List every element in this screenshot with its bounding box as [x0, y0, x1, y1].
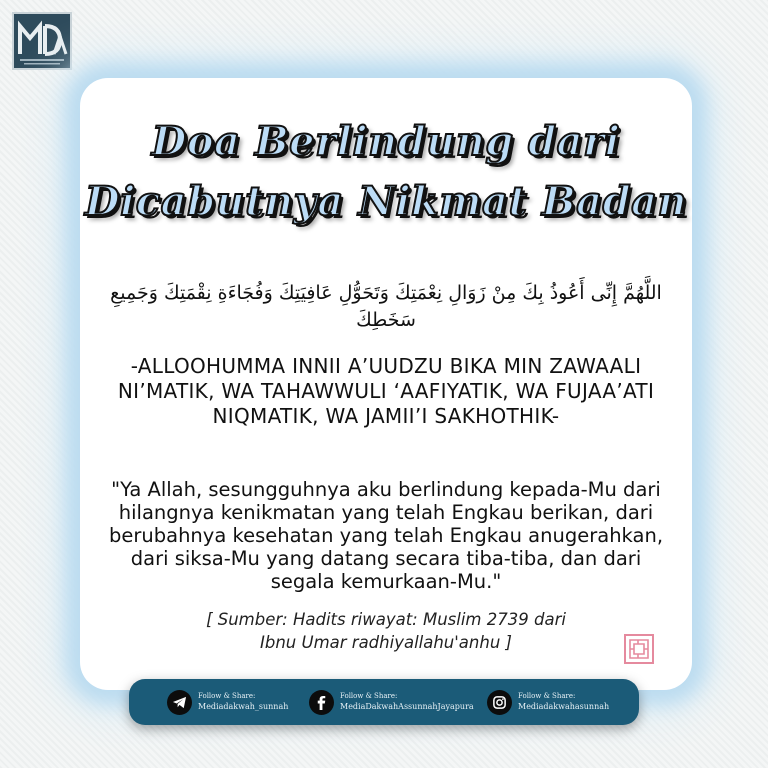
brand-logo: [12, 12, 72, 70]
content-card: [80, 78, 692, 690]
translation-text: "Ya Allah, sesungguhnya aku berlindung kepada-Mu dari hilangnya kenikmatan yang telah Engkau berikan, dari berubahnya kesehatan yang telah Engkau anugerahkan, dari siksa-Mu yang datang secara tiba-tiba, dan dari segala kemurkaan-Mu.": [108, 478, 664, 593]
follow-label: Follow & Share:: [518, 692, 576, 700]
social-item-facebook[interactable]: [309, 686, 474, 718]
follow-label: Follow & Share:: [340, 692, 398, 700]
source-line-2: Ibnu Umar radhiyallahu'anhu ]: [260, 633, 512, 652]
transliteration-text: -ALLOOHUMMA INNII A’UUDZU BIKA MIN ZAWAALI NI’MATIK, WA TAHAWWULI ‘AAFIYATIK, WA FUJAA’ATI NIQMATIK, WA JAMII’I SAKHOTHIK-: [117, 354, 655, 428]
arabic-prayer-text: اللَّهُمَّ إِنِّى أَعُوذُ بِكَ مِنْ زَوَالِ نِعْمَتِكَ وَتَحَوُّلِ عَافِيَتِكَ وَفُجَاءَةِ نِقْمَتِكَ وَجَمِيعِ سَخَطِكَ: [110, 282, 662, 331]
source-line-1: [ Sumber: Hadits riwayat: Muslim 2739 dari: [206, 610, 566, 629]
source-citation: [110, 608, 662, 654]
social-footer-bar: [129, 679, 639, 725]
title-line-2: Dicabutnya Nikmat Badan: [84, 178, 688, 225]
seal-stamp-icon: [624, 634, 654, 664]
title-line-1: Doa Berlindung dari: [151, 118, 621, 165]
social-item-instagram[interactable]: [487, 686, 609, 718]
follow-label: Follow & Share:: [198, 692, 256, 700]
instagram-handle[interactable]: Mediadakwahasunnah: [518, 702, 610, 711]
telegram-handle[interactable]: Mediadakwah_sunnah: [198, 702, 289, 711]
telegram-icon: [167, 690, 192, 715]
logo-mark-icon: [14, 14, 70, 68]
facebook-handle[interactable]: MediaDakwahAssunnahJayapura: [340, 702, 474, 711]
social-item-telegram[interactable]: [167, 686, 288, 718]
instagram-icon: [487, 690, 512, 715]
facebook-icon: [309, 690, 334, 715]
